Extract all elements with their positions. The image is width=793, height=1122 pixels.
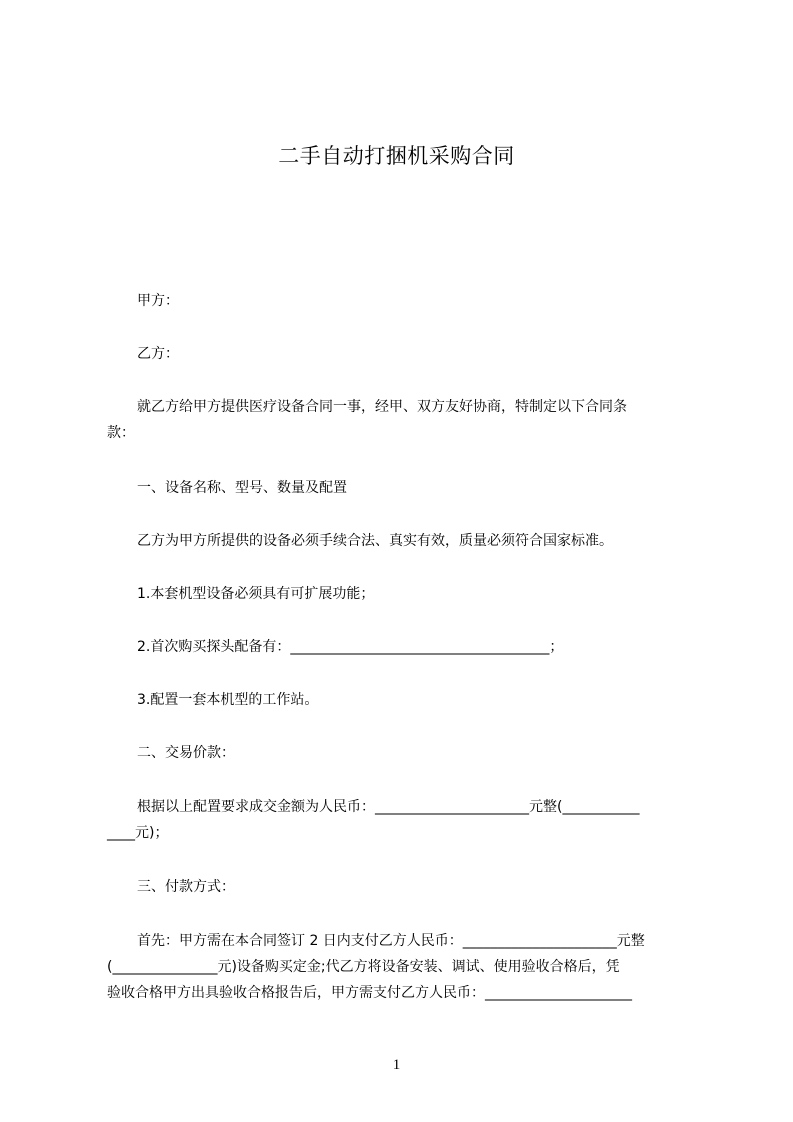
item-1: 1.本套机型设备必须具有可扩展功能； (137, 586, 375, 602)
document-title: 二手自动打捆机采购合同 (278, 144, 515, 168)
item-3: 3.配置一套本机型的工作站。 (137, 692, 319, 708)
payment-paragraph-line-2: (_______________元)设备购买定金;代乙方将设备安装、调试、使用验收合格后，凭 (107, 959, 620, 975)
payment-paragraph-line-3: 验收合格甲方出具验收合格报告后，甲方需支付乙方人民币：_____________________ (107, 985, 632, 1001)
item-2: 2.首次购买探头配备有：_____________________________________； (137, 639, 564, 655)
intro-paragraph-line-2: 款： (107, 425, 135, 441)
price-paragraph-line-2: ____元)； (107, 825, 169, 841)
section-3-heading: 三、付款方式： (137, 879, 235, 895)
intro-paragraph-line-1: 就乙方给甲方提供医疗设备合同一事，经甲、双方友好协商，特制定以下合同条 (137, 399, 627, 415)
party-a-label: 甲方： (137, 293, 179, 309)
section-2-heading: 二、交易价款： (137, 745, 235, 761)
payment-paragraph-line-1: 首先：甲方需在本合同签订 2 日内支付乙方人民币：______________________元整 (137, 933, 645, 949)
party-b-label: 乙方： (137, 346, 179, 362)
page-number: 1 (392, 1057, 401, 1073)
section-1-paragraph: 乙方为甲方所提供的设备必须手续合法、真实有效，质量必须符合国家标准。 (137, 533, 613, 549)
price-paragraph-line-1: 根据以上配置要求成交金额为人民币：______________________元整(___________ (137, 799, 640, 815)
section-1-heading: 一、设备名称、型号、数量及配置 (137, 480, 347, 496)
